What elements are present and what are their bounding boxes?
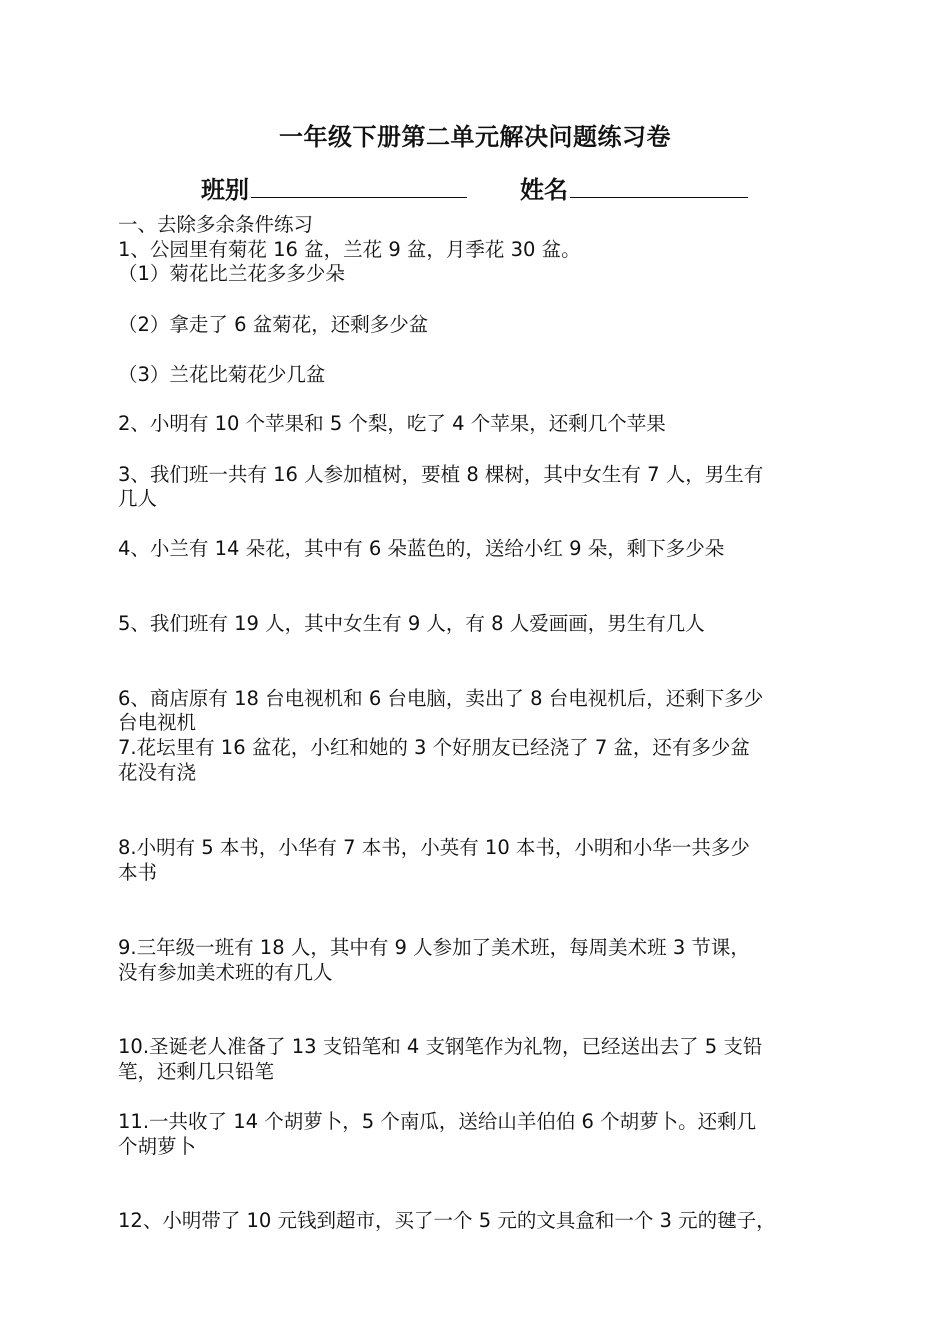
question-10-line-1: 10.圣诞老人准备了 13 支铅笔和 4 支钢笔作为礼物，已经送出去了 5 支铅 — [118, 1035, 763, 1058]
name-field — [520, 173, 748, 206]
question-6-line-2: 台电视机 — [118, 711, 197, 734]
question-9-line-1: 9.三年级一班有 18 人，其中有 9 人参加了美术班，每周美术班 3 节课， — [118, 936, 750, 959]
class-label: 班别 — [201, 176, 249, 204]
question-8-line-1: 8.小明有 5 本书，小华有 7 本书，小英有 10 本书，小明和小华一共多少 — [118, 836, 750, 859]
question-1-stem: 1、公园里有菊花 16 盆，兰花 9 盆，月季花 30 盆。 — [118, 238, 581, 261]
question-3-line-1: 3、我们班一共有 16 人参加植树，要植 8 棵树，其中女生有 7 人，男生有 — [118, 463, 764, 486]
section-heading: 一、去除多余条件练习 — [118, 213, 314, 236]
question-11-line-2: 个胡萝卜 — [118, 1135, 197, 1158]
question-7-line-2: 花没有浇 — [118, 761, 197, 784]
name-label: 姓名 — [520, 176, 568, 204]
question-5: 5、我们班有 19 人，其中女生有 9 人，有 8 人爱画画，男生有几人 — [118, 612, 705, 635]
class-field — [201, 173, 467, 206]
question-11-line-1: 11.一共收了 14 个胡萝卜，5 个南瓜，送给山羊伯伯 6 个胡萝卜。还剩几 — [118, 1110, 757, 1133]
question-4: 4、小兰有 14 朵花，其中有 6 朵蓝色的，送给小红 9 朵，剩下多少朵 — [118, 537, 725, 560]
question-2: 2、小明有 10 个苹果和 5 个梨，吃了 4 个苹果，还剩几个苹果 — [118, 412, 666, 435]
question-1-sub-3: （3）兰花比菊花少几盆 — [118, 363, 326, 386]
question-3-line-2: 几人 — [118, 487, 158, 510]
class-blank-line[interactable] — [251, 173, 467, 198]
page-title: 一年级下册第二单元解决问题练习卷 — [279, 123, 671, 151]
name-blank-line[interactable] — [570, 173, 748, 198]
question-1-sub-1: （1）菊花比兰花多多少朵 — [118, 262, 345, 285]
question-10-line-2: 笔，还剩几只铅笔 — [118, 1060, 275, 1083]
question-9-line-2: 没有参加美术班的有几人 — [118, 961, 333, 984]
question-6-line-1: 6、商店原有 18 台电视机和 6 台电脑，卖出了 8 台电视机后，还剩下多少 — [118, 687, 764, 710]
question-1-sub-2: （2）拿走了 6 盆菊花，还剩多少盆 — [118, 313, 429, 336]
question-8-line-2: 本书 — [118, 861, 158, 884]
question-12-line-1: 12、小明带了 10 元钱到超市，买了一个 5 元的文具盒和一个 3 元的毽子， — [118, 1209, 776, 1232]
question-7-line-1: 7.花坛里有 16 盆花，小红和她的 3 个好朋友已经浇了 7 盆，还有多少盆 — [118, 736, 750, 759]
